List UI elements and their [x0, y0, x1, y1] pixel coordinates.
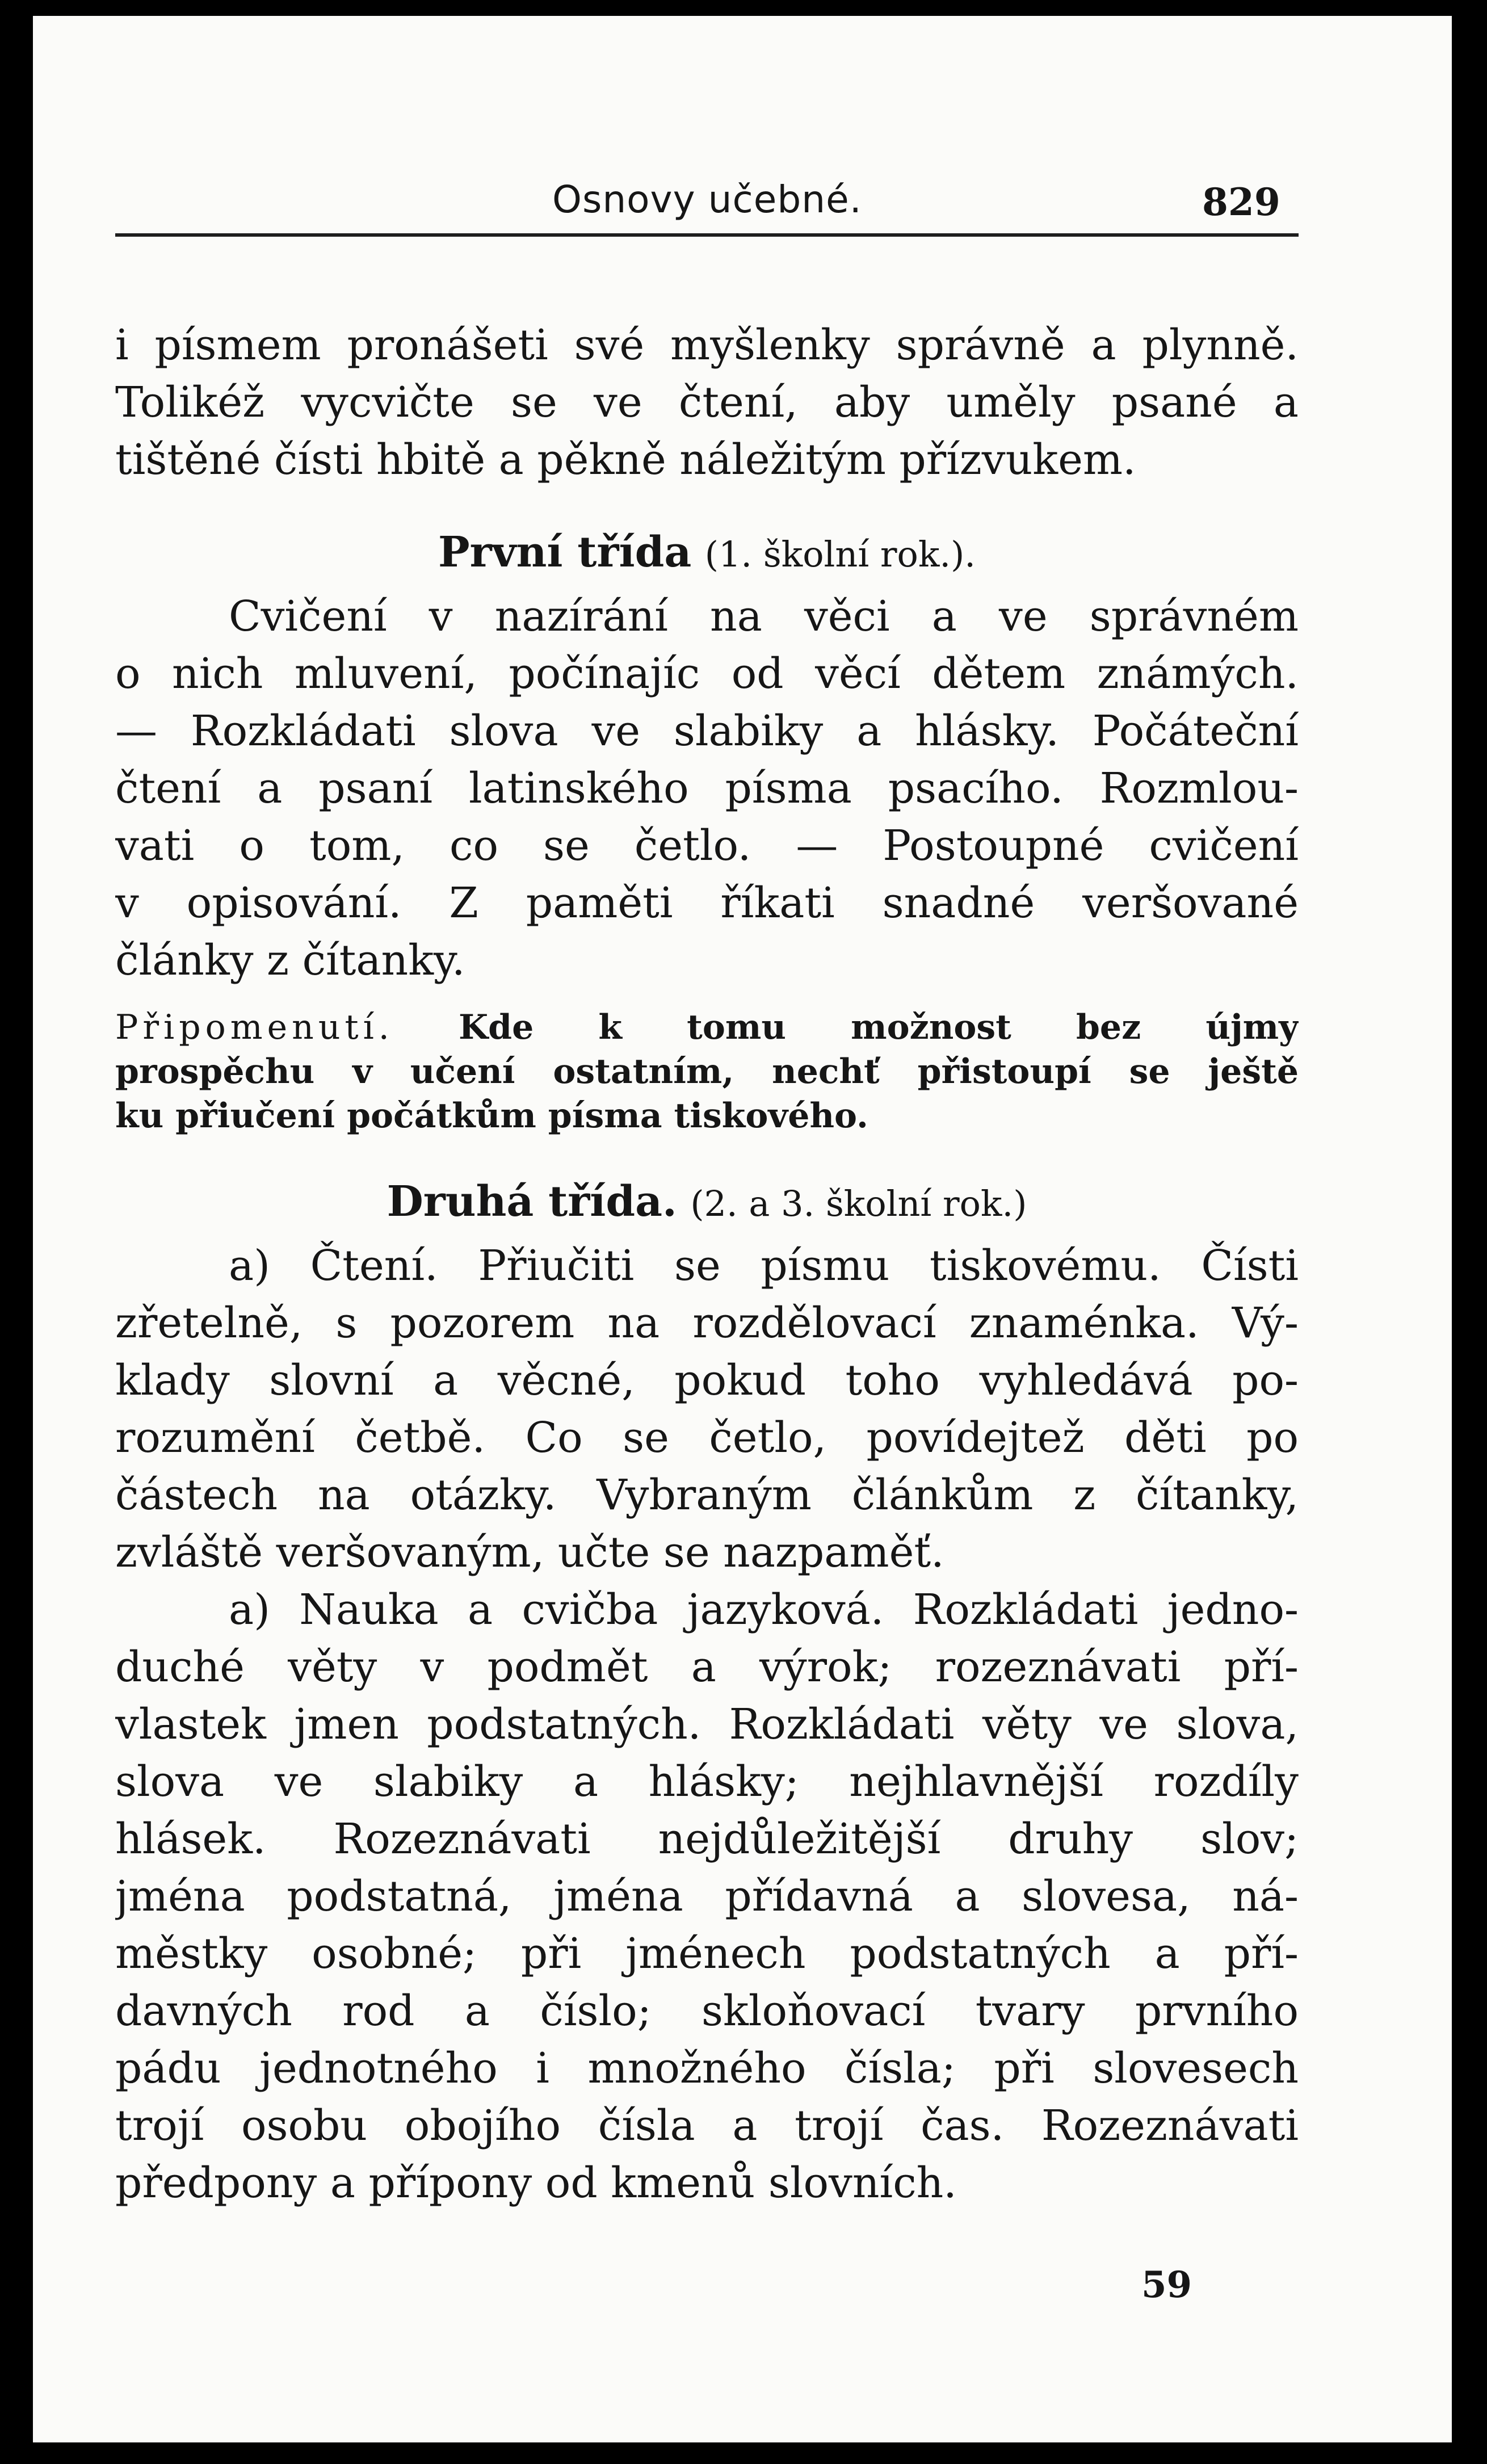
note-label: Připomenutí. [115, 1008, 394, 1047]
section-title: Druhá třída. [387, 1177, 677, 1226]
text-line: články z čítanky. [115, 936, 465, 985]
text-line: klady slovní a věcné, pokud toho vyhledává po- [115, 1356, 1299, 1405]
text-line: městky osobné; při jménech podstatných a pří- [115, 1929, 1299, 1978]
text-line: pádu jednotného i množného čísla; při slovesech [115, 2044, 1299, 2093]
note [115, 1005, 1299, 1138]
text-line: rozumění četbě. Co se četlo, povídejtež děti po [115, 1413, 1299, 1462]
header-rule [115, 233, 1299, 237]
section-subtitle: (2. a 3. školní rok.) [690, 1183, 1027, 1224]
text-line: trojí osobu obojího čísla a trojí čas. Rozeznávati [115, 2101, 1299, 2150]
section-heading-second-class [115, 1169, 1299, 1235]
text-line: tištěné čísti hbitě a pěkně náležitým přízvukem. [115, 435, 1136, 484]
signature-mark: 59 [1141, 2264, 1192, 2306]
section-heading-first-class [115, 520, 1299, 585]
text-line: duché věty v podmět a výrok; rozeznávati pří- [115, 1643, 1299, 1691]
text-line: v opisování. Z paměti říkati snadné veršované [115, 879, 1299, 927]
note-line [115, 1005, 1299, 1050]
section-title: První třída [438, 528, 692, 577]
book-page [33, 16, 1452, 2442]
text-line: částech na otázky. Vybraným článkům z čítanky, [115, 1471, 1299, 1519]
text-line: slova ve slabiky a hlásky; nejhlavnější rozdíly [115, 1757, 1299, 1806]
text-line: a) Nauka a cvičba jazyková. Rozkládati jedno- [229, 1585, 1299, 1634]
page-content [115, 317, 1299, 2212]
note-line: prospěchu v učení ostatním, nechť přistoupí se ještě [115, 1052, 1299, 1092]
text-line: hlásek. Rozeznávati nejdůležitější druhy slov; [115, 1815, 1299, 1863]
text-line: i písmem pronášeti své myšlenky správně a plynně. [115, 321, 1299, 370]
text-line: vlastek jmen podstatných. Rozkládati věty ve slova, [115, 1700, 1299, 1749]
text-line: zřetelně, s pozorem na rozdělovací znaménka. Vý- [115, 1299, 1299, 1348]
text-line: vati o tom, co se četlo. — Postoupné cvičení [115, 821, 1299, 870]
section-subtitle: (1. školní rok.). [704, 534, 976, 575]
text-line: o nich mluvení, počínajíc od věcí dětem známých. [115, 649, 1299, 698]
text-line: zvláště veršovaným, učte se nazpaměť. [115, 1528, 944, 1577]
text-line: jména podstatná, jména přídavná a slovesa, ná- [115, 1872, 1299, 1921]
text-line: čtení a psaní latinského písma psacího. Rozmlou- [115, 764, 1299, 813]
note-text: Kde k tomu možnost bez újmy [459, 1008, 1299, 1047]
text-line: davných rod a číslo; skloňovací tvary prvního [115, 1987, 1299, 2035]
text-line: a) Čtení. Přiučiti se písmu tiskovému. Čísti [229, 1241, 1299, 1290]
note-line: ku přiučení počátkům písma tiskového. [115, 1096, 868, 1136]
page-header [33, 178, 1452, 229]
page-number: 829 [1202, 180, 1280, 224]
text-line: předpony a přípony od kmenů slovních. [115, 2159, 957, 2207]
text-line: — Rozkládati slova ve slabiky a hlásky. Počáteční [115, 707, 1299, 755]
running-title: Osnovy učebné. [552, 178, 862, 221]
text-line: Tolikéž vycvičte se ve čtení, aby uměly psané a [115, 378, 1299, 427]
text-line: Cvičení v nazírání na věci a ve správném [229, 592, 1299, 641]
